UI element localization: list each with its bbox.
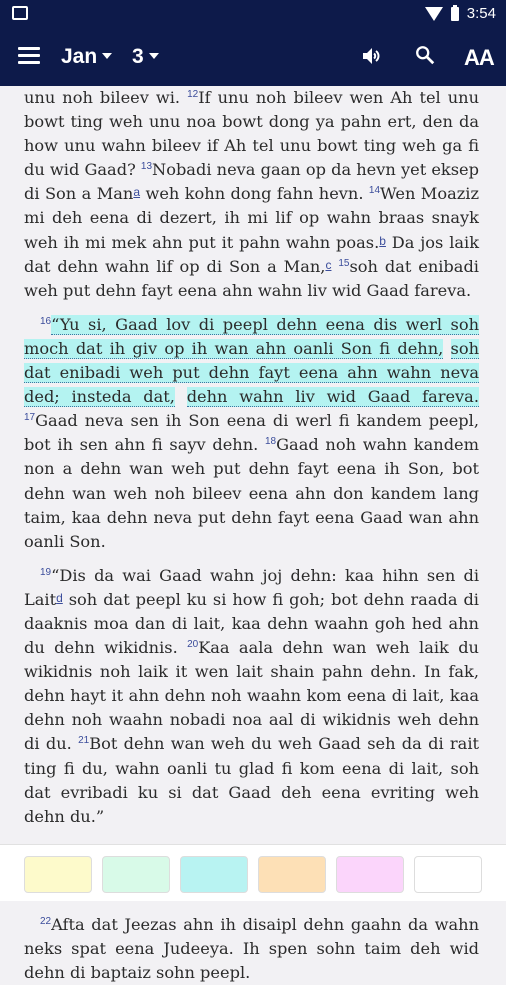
highlight-color-bar xyxy=(0,844,506,901)
footnote-link[interactable]: d xyxy=(56,590,63,605)
verse-text: If unu noh bileev wen Ah tel unu bowt ting weh unu noa bowt dong ya pahn ert, den da how unu wahn bileev if Ah tel unu bowt ting weh ga fi du wid Gaad? xyxy=(24,88,479,180)
verse-number[interactable]: 17 xyxy=(24,412,36,424)
verse-text: Gaad noh wahn kandem non a dehn wan weh put dehn fayt eena ih Son, bot dehn wan weh noh bileev eena ahn don kandem lang taim, kaa dehn neva put dehn fayt eena Gaad wan ahn oanli Son. xyxy=(24,435,479,551)
chevron-down-icon xyxy=(149,53,159,59)
paragraph-2 xyxy=(24,313,479,554)
chevron-down-icon xyxy=(102,53,112,59)
verse-number[interactable]: 16 xyxy=(40,315,52,327)
highlight-swatch-green[interactable] xyxy=(102,856,170,893)
verse-number[interactable]: 20 xyxy=(187,639,199,651)
chapter-selector[interactable] xyxy=(132,45,159,69)
verse-text: Da jos laik dat dehn wahn lif op di Son a Man, xyxy=(24,232,480,276)
paragraph-1 xyxy=(24,86,479,303)
verse-number[interactable]: 14 xyxy=(368,185,381,197)
text-size-icon[interactable]: AA xyxy=(464,45,494,70)
status-bar xyxy=(0,0,506,28)
verse-number[interactable]: 15 xyxy=(338,257,350,269)
verse-text: Afta dat Jeezas ahn ih disaipl dehn gaahn da wahn neks spat eena Judeeya. Ih spen sohn taim deh wid dehn di baptaiz sohn peepl. xyxy=(24,914,479,983)
footnote-link[interactable]: c xyxy=(325,257,332,272)
paragraph-3 xyxy=(24,564,479,829)
highlighted-text[interactable]: “Yu si, Gaad lov di peepl dehn eena dis werl soh moch dat ih giv op ih wan ahn oanli Son fi dehn, xyxy=(24,314,479,358)
notification-image-icon xyxy=(12,6,28,20)
verse-text: unu noh bileev wi. xyxy=(24,88,188,107)
book-label: Jan xyxy=(61,45,98,68)
highlight-swatch-yellow[interactable] xyxy=(24,856,92,893)
verse-text: Gaad neva sen ih Son eena di werl fi kandem peepl, bot ih sen ahn fi sayv dehn. xyxy=(24,411,479,455)
status-right xyxy=(425,5,496,22)
footnote-link[interactable]: b xyxy=(379,233,386,248)
wifi-icon xyxy=(425,7,443,21)
speaker-icon[interactable] xyxy=(360,44,384,68)
highlighted-text[interactable]: dehn wahn liv wid Gaad fareva. xyxy=(186,387,479,407)
highlight-swatch-cyan[interactable] xyxy=(180,856,248,893)
battery-icon xyxy=(451,7,459,21)
menu-icon[interactable] xyxy=(18,47,40,65)
search-icon[interactable] xyxy=(414,44,436,66)
verse-number[interactable]: 19 xyxy=(40,566,52,578)
verse-number[interactable]: 21 xyxy=(78,735,90,747)
verse-text: soh dat enibadi weh put dehn fayt eena ahn wahn liv wid Gaad fareva. xyxy=(24,256,479,300)
paragraph-4 xyxy=(24,913,479,985)
verse-text: soh dat peepl ku si how fi goh; bot dehn raada di daaknis moa dan di lait, kaa dehn waahn goh hed ahn du dehn wikidnis. xyxy=(24,589,479,658)
verse-number[interactable]: 13 xyxy=(140,161,153,173)
app-toolbar xyxy=(0,28,506,86)
verse-text: Kaa aala dehn wan weh laik du wikidnis noh laik it wen lait shain pahn dehn. In fak, dehn hayt it ahn dehn noh waahn kom eena di lait, kaa dehn noh waahn nobadi noa aal di wikidnis weh dehn di du. xyxy=(24,638,479,754)
verse-text: Nobadi neva gaan op da hevn yet eksep di Son a Man xyxy=(24,160,479,204)
highlight-swatch-orange[interactable] xyxy=(258,856,326,893)
highlighted-text[interactable]: soh dat enibadi weh put dehn fayt eena ahn wahn neva ded; insteda dat, xyxy=(24,338,479,407)
verse-number[interactable]: 12 xyxy=(187,89,199,100)
verse-text: weh kohn dong fahn hevn. xyxy=(140,184,369,204)
chapter-label: 3 xyxy=(132,45,144,68)
footnote-link[interactable]: a xyxy=(133,185,141,200)
clock: 3:54 xyxy=(466,5,496,22)
highlight-swatch-pink[interactable] xyxy=(336,856,404,893)
verse-number[interactable]: 22 xyxy=(40,915,52,927)
book-selector[interactable] xyxy=(61,45,112,69)
verse-text: Wen Moaziz mi deh eena di dezert, ih mi lif op wahn braas snayk weh ih mi mek ahn put it pahn wahn poas. xyxy=(24,184,479,252)
highlight-swatch-white[interactable] xyxy=(414,856,482,893)
bible-passage xyxy=(24,86,480,983)
verse-number[interactable]: 18 xyxy=(265,436,277,448)
verse-text: Bot dehn wan weh du weh Gaad seh da di rait ting fi du, wahn oanli tu glad fi kom eena di lait, soh dat evribadi ku si dat Gaad deh eena evriting weh dehn du.” xyxy=(24,734,479,826)
verse-text: “Dis da wai Gaad wahn joj dehn: kaa hihn sen di Lait xyxy=(24,565,479,609)
